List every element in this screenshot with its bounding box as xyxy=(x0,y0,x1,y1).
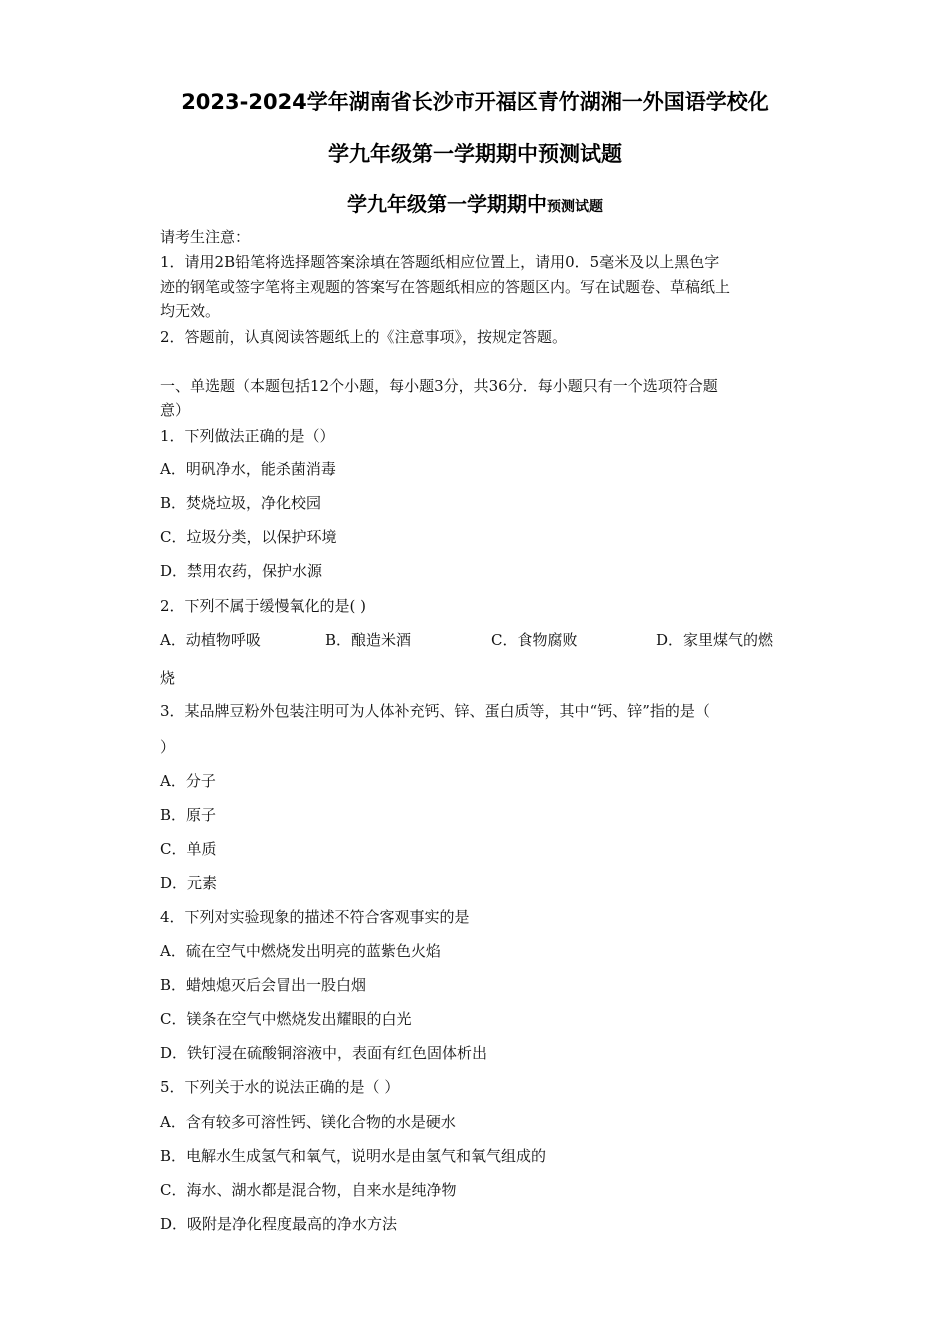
question-1-option-d: D．禁用农药，保护水源 xyxy=(160,562,323,580)
question-4-option-a: A．硫在空气中燃烧发出明亮的蓝紫色火焰 xyxy=(160,942,441,960)
question-2-stem: 2．下列不属于缓慢氧化的是( ) xyxy=(160,597,367,615)
question-1-stem: 1．下列做法正确的是（） xyxy=(160,427,335,445)
question-2-option-a: A．动植物呼吸 xyxy=(160,631,261,649)
question-1-option-a: A．明矾净水，能杀菌消毒 xyxy=(160,460,336,478)
question-5-option-a: A．含有较多可溶性钙、镁化合物的水是硬水 xyxy=(160,1113,456,1131)
question-5-option-b: B．电解水生成氢气和氧气，说明水是由氢气和氧气组成的 xyxy=(160,1147,547,1165)
question-4-option-c: C．镁条在空气中燃烧发出耀眼的白光 xyxy=(160,1010,412,1028)
question-3-option-c: C．单质 xyxy=(160,840,217,858)
section-heading-line-1: 一、单选题（本题包括12个小题，每小题3分，共36分．每小题只有一个选项符合题 xyxy=(160,377,718,395)
question-2-option-c: C．食物腐败 xyxy=(491,631,578,649)
exam-title-line-2: 学九年级第一学期期中预测试题 xyxy=(328,142,622,166)
question-1-option-c: C．垃圾分类，以保护环境 xyxy=(160,528,337,546)
notice-item-1-line-2: 迹的钢笔或签字笔将主观题的答案写在答题纸相应的答题区内。写在试题卷、草稿纸上 xyxy=(160,278,731,296)
question-3-option-a: A．分子 xyxy=(160,772,216,790)
notice-item-1-line-1: 1．请用2B铅笔将选择题答案涂填在答题纸相应位置上，请用0．5毫米及以上黑色字 xyxy=(160,253,720,271)
exam-title-line-3 xyxy=(0,188,950,217)
notice-item-1-line-3: 均无效。 xyxy=(160,302,221,320)
question-4-option-d: D．铁钉浸在硫酸铜溶液中，表面有红色固体析出 xyxy=(160,1044,488,1062)
notice-item-2: 2．答题前，认真阅读答题纸上的《注意事项》，按规定答题。 xyxy=(160,328,568,346)
question-5-stem: 5．下列关于水的说法正确的是（ ） xyxy=(160,1078,400,1096)
question-3-option-b: B．原子 xyxy=(160,806,217,824)
question-5-option-d: D．吸附是净化程度最高的净水方法 xyxy=(160,1215,398,1233)
question-4-option-b: B．蜡烛熄灭后会冒出一股白烟 xyxy=(160,976,367,994)
question-3-stem: 3．某品牌豆粉外包装注明可为人体补充钙、锌、蛋白质等，其中“钙、锌”指的是（ xyxy=(160,702,710,720)
notice-heading: 请考生注意： xyxy=(160,228,251,246)
question-3-option-d: D．元素 xyxy=(160,874,218,892)
question-2-option-d-continued: 烧 xyxy=(160,669,176,687)
exam-title-line-1: 2023-2024学年湖南省长沙市开福区青竹湖湘一外国语学校化 xyxy=(181,90,769,114)
question-3-stem-continued: ） xyxy=(160,738,176,756)
question-5-option-c: C．海水、湖水都是混合物，自来水是纯净物 xyxy=(160,1181,457,1199)
question-2-option-b: B．酿造米酒 xyxy=(325,631,412,649)
section-heading-line-2: 意） xyxy=(160,401,191,419)
question-2-option-d: D．家里煤气的燃 xyxy=(656,631,774,649)
exam-title-line-3-small: 预测试题 xyxy=(547,199,603,215)
question-1-option-b: B．焚烧垃圾，净化校园 xyxy=(160,494,322,512)
question-4-stem: 4．下列对实验现象的描述不符合客观事实的是 xyxy=(160,908,470,926)
exam-title-line-3-main: 学九年级第一学期期中 xyxy=(347,192,547,216)
